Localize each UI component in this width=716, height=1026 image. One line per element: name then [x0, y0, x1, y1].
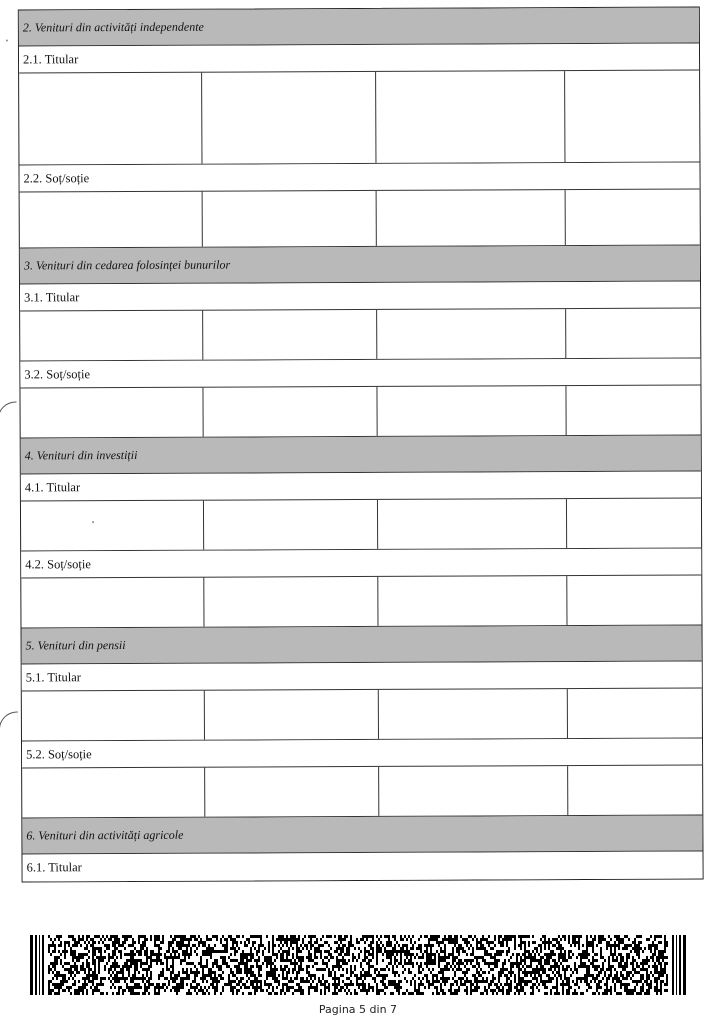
table-cell[interactable]	[205, 767, 379, 817]
scan-speck	[92, 521, 94, 523]
table-row	[20, 309, 700, 362]
table-cell[interactable]	[205, 690, 379, 740]
section-title: 3. Venituri din cedarea folosinței bunurilor	[23, 257, 231, 273]
table-cell[interactable]	[20, 311, 203, 361]
subsection-titular-6	[22, 852, 702, 882]
table-cell[interactable]	[203, 310, 377, 360]
punch-hole-mark	[0, 711, 18, 734]
table-cell[interactable]	[203, 387, 377, 437]
table-cell[interactable]	[568, 689, 702, 739]
table-cell[interactable]	[566, 190, 700, 246]
table-cell[interactable]	[376, 71, 565, 163]
scan-speck	[6, 40, 8, 42]
subsection-label: 4.1. Titular	[24, 479, 81, 494]
punch-hole-mark	[0, 401, 17, 424]
subsection-spouse-3	[20, 359, 700, 389]
table-row	[21, 499, 701, 552]
section-header-2	[19, 8, 699, 47]
table-cell[interactable]	[379, 766, 568, 816]
table-cell[interactable]	[379, 689, 568, 739]
table-cell[interactable]	[202, 72, 376, 164]
table-cell[interactable]	[204, 500, 378, 550]
table-cell[interactable]	[21, 501, 204, 551]
subsection-label: 2.1. Titular	[22, 51, 79, 66]
section-header-6	[22, 816, 702, 855]
subsection-spouse-2	[19, 163, 699, 193]
table-cell[interactable]	[567, 499, 701, 549]
table-cell[interactable]	[567, 576, 701, 626]
subsection-label: 5.1. Titular	[25, 669, 81, 684]
subsection-label: 6.1. Titular	[26, 860, 82, 875]
table-cell[interactable]	[203, 191, 377, 247]
section-title: 5. Venituri din pensii	[25, 638, 126, 653]
subsection-spouse-5	[22, 739, 702, 769]
table-cell[interactable]	[378, 576, 567, 626]
section-title: 4. Venituri din investiții	[24, 447, 138, 463]
table-cell[interactable]	[22, 768, 205, 818]
table-cell[interactable]	[566, 386, 700, 436]
table-cell[interactable]	[565, 71, 699, 163]
page-number: Pagina 5 din 7	[318, 1003, 398, 1016]
table-cell[interactable]	[20, 192, 203, 248]
subsection-label: 2.2. Soț/soție	[23, 170, 90, 185]
subsection-titular-4	[21, 472, 701, 502]
subsection-label: 5.2. Soț/soție	[26, 746, 92, 761]
subsection-label: 3.1. Titular	[24, 289, 80, 304]
section-header-5	[22, 626, 702, 665]
subsection-titular-2	[19, 44, 699, 74]
table-row	[21, 576, 701, 629]
table-cell[interactable]	[22, 691, 205, 741]
subsection-titular-3	[20, 282, 700, 312]
table-row	[22, 766, 702, 819]
table-cell[interactable]	[377, 190, 566, 246]
section-header-4	[21, 436, 701, 475]
section-header-3	[20, 246, 700, 285]
table-cell[interactable]	[21, 578, 204, 628]
table-cell[interactable]	[568, 766, 702, 816]
table-row	[20, 386, 700, 439]
barcode	[30, 935, 686, 995]
income-declaration-table	[18, 7, 704, 883]
section-title: 2. Venituri din activități independente	[22, 19, 204, 35]
subsection-spouse-4	[21, 549, 701, 579]
subsection-label: 4.2. Soț/soție	[25, 556, 91, 571]
table-row	[20, 190, 700, 249]
table-cell[interactable]	[19, 73, 202, 165]
table-cell[interactable]	[377, 309, 566, 359]
table-cell[interactable]	[204, 577, 378, 627]
subsection-titular-5	[22, 662, 702, 692]
table-row	[19, 71, 699, 166]
table-row	[22, 689, 702, 742]
table-cell[interactable]	[20, 388, 203, 438]
table-cell[interactable]	[378, 499, 567, 549]
table-cell[interactable]	[377, 386, 566, 436]
section-title: 6. Venituri din activități agricole	[26, 827, 184, 843]
table-cell[interactable]	[566, 309, 700, 359]
subsection-label: 3.2. Soț/soție	[24, 366, 91, 381]
